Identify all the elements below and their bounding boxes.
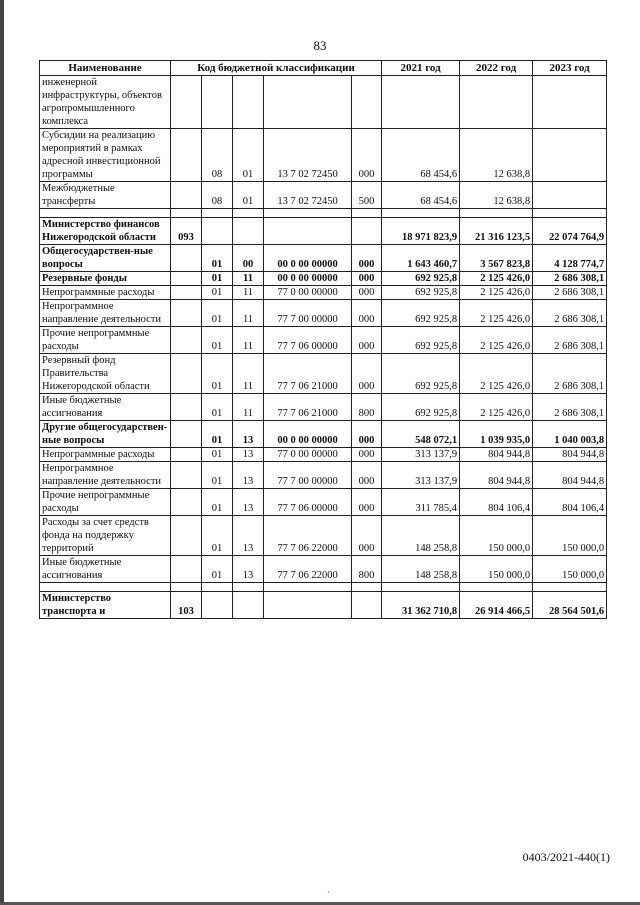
table-row xyxy=(40,245,607,272)
ved-code-cell xyxy=(171,556,202,583)
subsection-code-cell: 13 xyxy=(233,556,264,583)
expense-type-cell: 000 xyxy=(352,354,382,394)
target-article-cell: 00 0 00 00000 xyxy=(264,272,352,286)
ved-code-cell xyxy=(171,327,202,354)
header-name: Наименование xyxy=(40,61,171,76)
section-code-cell: 01 xyxy=(202,272,233,286)
subsection-code-cell: 11 xyxy=(233,327,264,354)
expense-type-cell: 000 xyxy=(352,129,382,182)
empty-cell xyxy=(352,583,382,592)
section-code-cell: 01 xyxy=(202,394,233,421)
target-article-cell: 77 7 06 00000 xyxy=(264,489,352,516)
table-row xyxy=(40,218,607,245)
amount-2021-cell: 692 925,8 xyxy=(382,394,460,421)
ved-code-cell xyxy=(171,300,202,327)
row-name-cell: Непрограммные расходы xyxy=(40,448,171,462)
amount-2023-cell: 2 686 308,1 xyxy=(533,327,607,354)
expense-type-cell xyxy=(352,592,382,619)
expense-type-cell: 000 xyxy=(352,327,382,354)
table-row xyxy=(40,129,607,182)
row-name-cell: Непрограммное направление деятельности xyxy=(40,300,171,327)
section-code-cell: 01 xyxy=(202,286,233,300)
amount-2021-cell: 692 925,8 xyxy=(382,272,460,286)
section-code-cell: 01 xyxy=(202,462,233,489)
amount-2022-cell: 804 944,8 xyxy=(460,462,533,489)
subsection-code-cell: 01 xyxy=(233,182,264,209)
section-code-cell: 08 xyxy=(202,182,233,209)
expense-type-cell: 000 xyxy=(352,286,382,300)
expense-type-cell: 800 xyxy=(352,556,382,583)
empty-cell xyxy=(533,209,607,218)
row-name-cell: Резервный фонд Правительства Нижегородской области xyxy=(40,354,171,394)
expense-type-cell: 000 xyxy=(352,421,382,448)
table-row xyxy=(40,489,607,516)
amount-2023-cell: 4 128 774,7 xyxy=(533,245,607,272)
row-name-cell: Прочие непрограммные расходы xyxy=(40,489,171,516)
section-code-cell: 01 xyxy=(202,489,233,516)
amount-2023-cell: 804 106,4 xyxy=(533,489,607,516)
ved-code-cell xyxy=(171,272,202,286)
scan-left-edge xyxy=(0,0,4,905)
header-2022: 2022 год xyxy=(460,61,533,76)
ved-code-cell xyxy=(171,516,202,556)
expense-type-cell: 000 xyxy=(352,489,382,516)
empty-cell xyxy=(264,209,352,218)
section-code-cell: 01 xyxy=(202,354,233,394)
document-code: 0403/2021-440(1) xyxy=(522,850,610,864)
row-name-cell: Прочие непрограммные расходы xyxy=(40,327,171,354)
table-row xyxy=(40,394,607,421)
subsection-code-cell: 11 xyxy=(233,354,264,394)
amount-2021-cell: 692 925,8 xyxy=(382,286,460,300)
table-row xyxy=(40,327,607,354)
amount-2022-cell: 21 316 123,5 xyxy=(460,218,533,245)
empty-cell xyxy=(171,583,202,592)
table-row xyxy=(40,272,607,286)
ved-code-cell xyxy=(171,286,202,300)
amount-2023-cell xyxy=(533,76,607,129)
amount-2021-cell: 311 785,4 xyxy=(382,489,460,516)
amount-2023-cell: 804 944,8 xyxy=(533,462,607,489)
amount-2023-cell: 1 040 003,8 xyxy=(533,421,607,448)
ved-code-cell xyxy=(171,182,202,209)
spacer-row xyxy=(40,583,607,592)
empty-cell xyxy=(40,583,171,592)
amount-2022-cell xyxy=(460,76,533,129)
table-row xyxy=(40,300,607,327)
amount-2021-cell: 313 137,9 xyxy=(382,448,460,462)
amount-2022-cell: 12 638,8 xyxy=(460,129,533,182)
row-name-cell: инженерной инфраструктуры, объектов агропромышленного комплекса xyxy=(40,76,171,129)
amount-2021-cell: 148 258,8 xyxy=(382,516,460,556)
empty-cell xyxy=(382,209,460,218)
target-article-cell xyxy=(264,592,352,619)
amount-2022-cell: 2 125 426,0 xyxy=(460,327,533,354)
empty-cell xyxy=(460,583,533,592)
empty-cell xyxy=(460,209,533,218)
amount-2021-cell: 692 925,8 xyxy=(382,300,460,327)
subsection-code-cell: 11 xyxy=(233,300,264,327)
spacer-row xyxy=(40,209,607,218)
ved-code-cell xyxy=(171,354,202,394)
amount-2021-cell: 68 454,6 xyxy=(382,129,460,182)
section-code-cell xyxy=(202,218,233,245)
subsection-code-cell: 13 xyxy=(233,516,264,556)
subsection-code-cell: 11 xyxy=(233,394,264,421)
expense-type-cell: 000 xyxy=(352,245,382,272)
target-article-cell: 77 7 06 21000 xyxy=(264,354,352,394)
expense-type-cell: 800 xyxy=(352,394,382,421)
amount-2022-cell: 804 944,8 xyxy=(460,448,533,462)
amount-2023-cell: 150 000,0 xyxy=(533,556,607,583)
target-article-cell: 00 0 00 00000 xyxy=(264,245,352,272)
amount-2021-cell xyxy=(382,76,460,129)
amount-2023-cell: 28 564 501,6 xyxy=(533,592,607,619)
table-header-row xyxy=(40,61,607,76)
amount-2021-cell: 148 258,8 xyxy=(382,556,460,583)
target-article-cell: 13 7 02 72450 xyxy=(264,129,352,182)
table-row xyxy=(40,592,607,619)
empty-cell xyxy=(233,583,264,592)
ved-code-cell xyxy=(171,245,202,272)
amount-2023-cell: 2 686 308,1 xyxy=(533,300,607,327)
amount-2023-cell xyxy=(533,129,607,182)
header-2021: 2021 год xyxy=(382,61,460,76)
empty-cell xyxy=(202,583,233,592)
subsection-code-cell xyxy=(233,218,264,245)
ved-code-cell: 103 xyxy=(171,592,202,619)
expense-type-cell: 000 xyxy=(352,300,382,327)
section-code-cell xyxy=(202,592,233,619)
table-row xyxy=(40,354,607,394)
ved-code-cell xyxy=(171,129,202,182)
empty-cell xyxy=(40,209,171,218)
table-row xyxy=(40,421,607,448)
amount-2022-cell: 150 000,0 xyxy=(460,556,533,583)
amount-2023-cell: 804 944,8 xyxy=(533,448,607,462)
amount-2023-cell: 2 686 308,1 xyxy=(533,272,607,286)
row-name-cell: Министерство транспорта и xyxy=(40,592,171,619)
amount-2021-cell: 1 643 460,7 xyxy=(382,245,460,272)
target-article-cell: 77 7 00 00000 xyxy=(264,300,352,327)
subsection-code-cell: 11 xyxy=(233,286,264,300)
section-code-cell: 01 xyxy=(202,327,233,354)
amount-2022-cell: 12 638,8 xyxy=(460,182,533,209)
amount-2023-cell: 150 000,0 xyxy=(533,516,607,556)
subsection-code-cell: 01 xyxy=(233,129,264,182)
amount-2021-cell: 692 925,8 xyxy=(382,327,460,354)
target-article-cell: 77 0 00 00000 xyxy=(264,448,352,462)
amount-2023-cell xyxy=(533,182,607,209)
section-code-cell xyxy=(202,76,233,129)
section-code-cell: 01 xyxy=(202,556,233,583)
subsection-code-cell: 13 xyxy=(233,462,264,489)
row-name-cell: Общегосударствен-ные вопросы xyxy=(40,245,171,272)
empty-cell xyxy=(533,583,607,592)
row-name-cell: Другие общегосударствен-ные вопросы xyxy=(40,421,171,448)
amount-2022-cell: 2 125 426,0 xyxy=(460,354,533,394)
expense-type-cell: 000 xyxy=(352,448,382,462)
section-code-cell: 01 xyxy=(202,516,233,556)
row-name-cell: Непрограммные расходы xyxy=(40,286,171,300)
row-name-cell: Межбюджетные трансферты xyxy=(40,182,171,209)
amount-2021-cell: 31 362 710,8 xyxy=(382,592,460,619)
target-article-cell: 77 7 06 22000 xyxy=(264,556,352,583)
ved-code-cell xyxy=(171,489,202,516)
row-name-cell: Иные бюджетные ассигнования xyxy=(40,556,171,583)
section-code-cell: 01 xyxy=(202,448,233,462)
ved-code-cell xyxy=(171,76,202,129)
subsection-code-cell: 00 xyxy=(233,245,264,272)
amount-2022-cell: 2 125 426,0 xyxy=(460,286,533,300)
subsection-code-cell: 11 xyxy=(233,272,264,286)
table-row xyxy=(40,286,607,300)
budget-table xyxy=(39,60,607,619)
row-name-cell: Иные бюджетные ассигнования xyxy=(40,394,171,421)
empty-cell xyxy=(171,209,202,218)
expense-type-cell xyxy=(352,76,382,129)
amount-2022-cell: 26 914 466,5 xyxy=(460,592,533,619)
target-article-cell xyxy=(264,76,352,129)
subsection-code-cell xyxy=(233,76,264,129)
ved-code-cell xyxy=(171,421,202,448)
expense-type-cell: 500 xyxy=(352,182,382,209)
table-row xyxy=(40,556,607,583)
table-row xyxy=(40,76,607,129)
empty-cell xyxy=(264,583,352,592)
target-article-cell: 00 0 00 00000 xyxy=(264,421,352,448)
empty-cell xyxy=(233,209,264,218)
ved-code-cell: 093 xyxy=(171,218,202,245)
amount-2022-cell: 2 125 426,0 xyxy=(460,272,533,286)
ved-code-cell xyxy=(171,448,202,462)
expense-type-cell: 000 xyxy=(352,272,382,286)
expense-type-cell: 000 xyxy=(352,516,382,556)
amount-2022-cell: 2 125 426,0 xyxy=(460,300,533,327)
amount-2022-cell: 150 000,0 xyxy=(460,516,533,556)
amount-2021-cell: 68 454,6 xyxy=(382,182,460,209)
amount-2023-cell: 2 686 308,1 xyxy=(533,354,607,394)
amount-2022-cell: 3 567 823,8 xyxy=(460,245,533,272)
amount-2021-cell: 18 971 823,9 xyxy=(382,218,460,245)
amount-2023-cell: 22 074 764,9 xyxy=(533,218,607,245)
amount-2023-cell: 2 686 308,1 xyxy=(533,286,607,300)
row-name-cell: Министерство финансов Нижегородской области xyxy=(40,218,171,245)
empty-cell xyxy=(382,583,460,592)
scan-dot: · xyxy=(327,888,330,897)
section-code-cell: 08 xyxy=(202,129,233,182)
amount-2022-cell: 1 039 935,0 xyxy=(460,421,533,448)
target-article-cell: 77 7 06 21000 xyxy=(264,394,352,421)
amount-2023-cell: 2 686 308,1 xyxy=(533,394,607,421)
target-article-cell: 77 7 06 22000 xyxy=(264,516,352,556)
subsection-code-cell: 13 xyxy=(233,448,264,462)
expense-type-cell xyxy=(352,218,382,245)
row-name-cell: Непрограммное направление деятельности xyxy=(40,462,171,489)
header-2023: 2023 год xyxy=(533,61,607,76)
table-row xyxy=(40,516,607,556)
empty-cell xyxy=(352,209,382,218)
subsection-code-cell: 13 xyxy=(233,421,264,448)
target-article-cell: 77 7 00 00000 xyxy=(264,462,352,489)
page-number: 83 xyxy=(313,38,327,53)
row-name-cell: Субсидии на реализацию мероприятий в рамках адресной инвестиционной программы xyxy=(40,129,171,182)
table-body xyxy=(40,76,607,619)
section-code-cell: 01 xyxy=(202,421,233,448)
table-row xyxy=(40,448,607,462)
target-article-cell xyxy=(264,218,352,245)
header-code: Код бюджетной классификации xyxy=(171,61,382,76)
ved-code-cell xyxy=(171,394,202,421)
section-code-cell: 01 xyxy=(202,245,233,272)
amount-2022-cell: 804 106,4 xyxy=(460,489,533,516)
target-article-cell: 77 7 06 00000 xyxy=(264,327,352,354)
target-article-cell: 77 0 00 00000 xyxy=(264,286,352,300)
ved-code-cell xyxy=(171,462,202,489)
amount-2021-cell: 548 072,1 xyxy=(382,421,460,448)
amount-2022-cell: 2 125 426,0 xyxy=(460,394,533,421)
row-name-cell: Резервные фонды xyxy=(40,272,171,286)
amount-2021-cell: 692 925,8 xyxy=(382,354,460,394)
empty-cell xyxy=(202,209,233,218)
section-code-cell: 01 xyxy=(202,300,233,327)
table-row xyxy=(40,182,607,209)
subsection-code-cell xyxy=(233,592,264,619)
amount-2021-cell: 313 137,9 xyxy=(382,462,460,489)
row-name-cell: Расходы за счет средств фонда на поддержку территорий xyxy=(40,516,171,556)
table-row xyxy=(40,462,607,489)
expense-type-cell: 000 xyxy=(352,462,382,489)
target-article-cell: 13 7 02 72450 xyxy=(264,182,352,209)
subsection-code-cell: 13 xyxy=(233,489,264,516)
